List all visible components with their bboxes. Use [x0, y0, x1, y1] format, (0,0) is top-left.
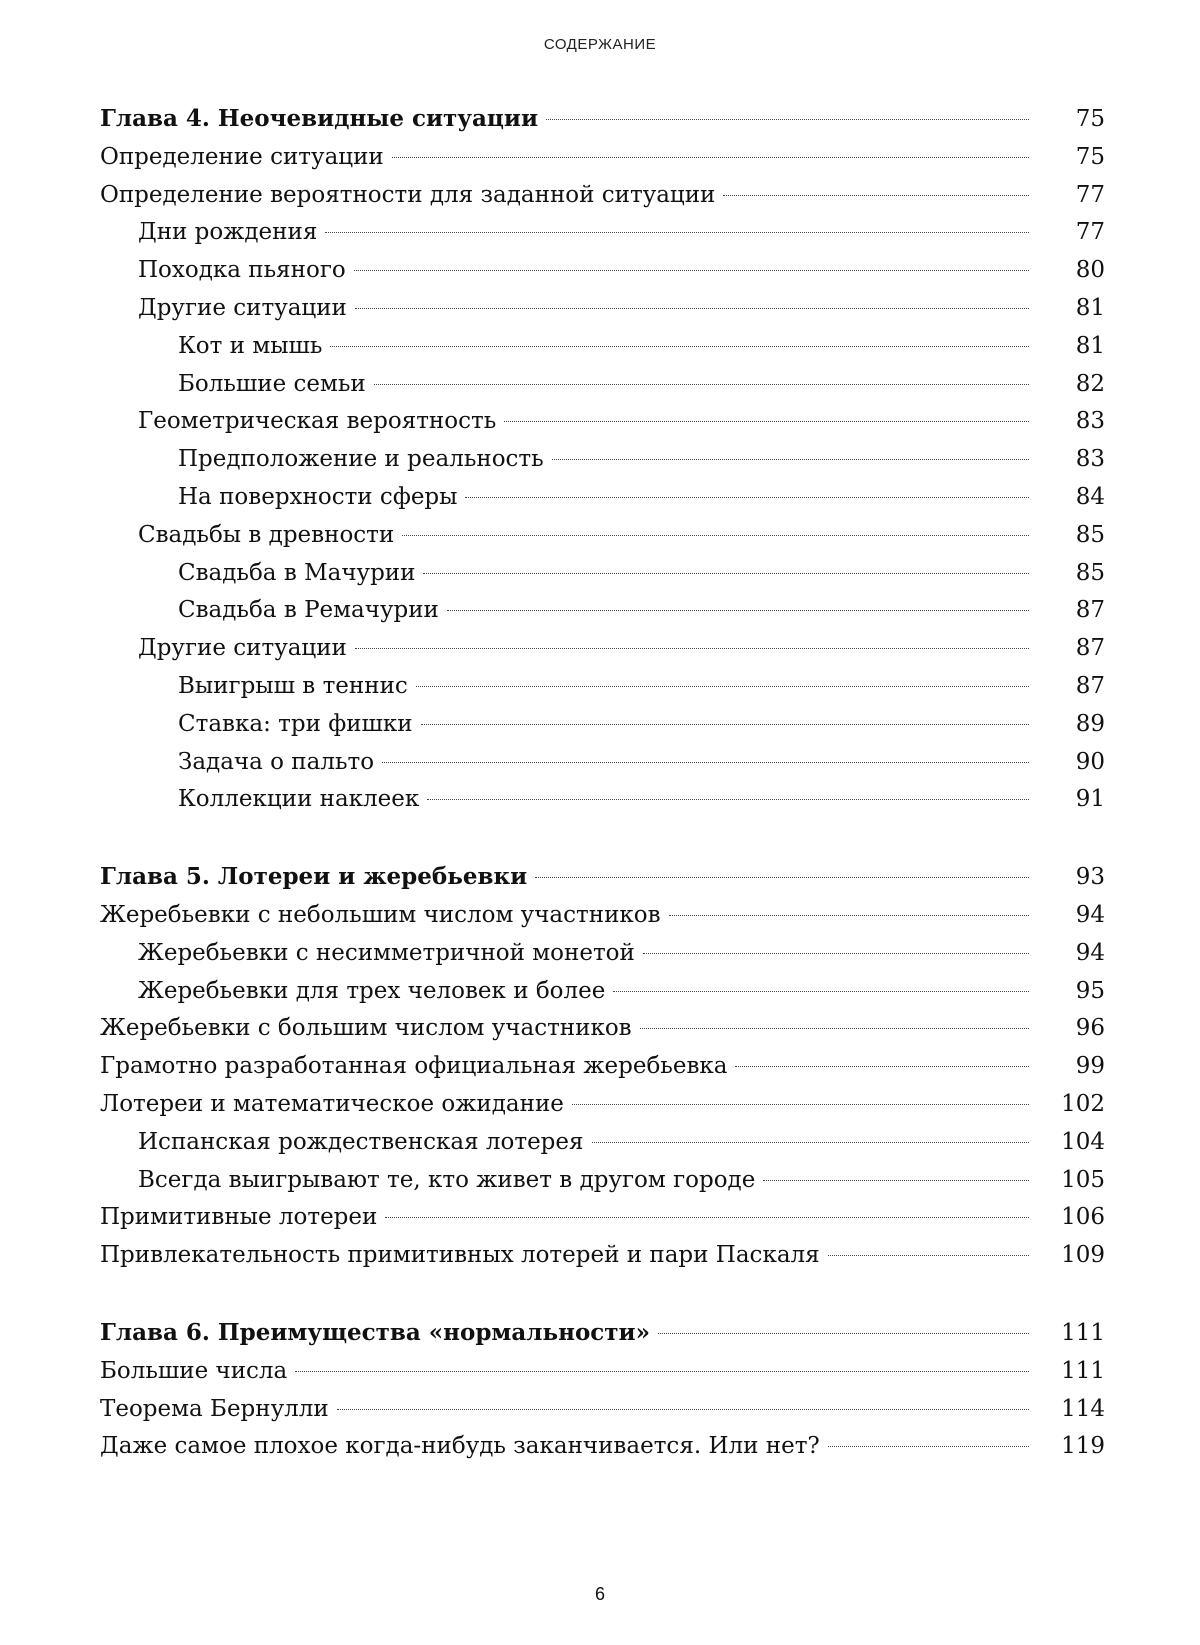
dot-leader — [535, 877, 1029, 878]
dot-leader — [392, 157, 1029, 158]
toc-entry — [100, 1013, 1105, 1043]
toc-entry — [100, 293, 1105, 323]
toc-entry-page: 111 — [1061, 1357, 1105, 1384]
dot-leader — [735, 1066, 1029, 1067]
toc-entry — [100, 444, 1105, 474]
toc-entry — [100, 900, 1105, 930]
toc-entry-page: 106 — [1061, 1204, 1105, 1231]
toc-entry — [100, 976, 1105, 1006]
toc-entry-title: Кот и мышь — [178, 332, 323, 359]
toc-entry-title: Предположение и реальность — [178, 446, 544, 473]
toc-entry-title: Походка пьяного — [138, 257, 346, 284]
toc-entry-page: 96 — [1075, 1015, 1105, 1042]
toc-entry-page: 89 — [1075, 710, 1105, 737]
toc-entry-page: 84 — [1075, 484, 1105, 510]
toc-entry-title: Определение ситуации — [100, 143, 384, 170]
page-number: 6 — [594, 1584, 605, 1604]
dot-leader — [447, 610, 1029, 611]
toc-entry-page: 104 — [1061, 1128, 1105, 1155]
toc-entry-page: 87 — [1075, 597, 1105, 624]
toc-entry — [100, 1127, 1105, 1157]
dot-leader — [374, 384, 1029, 385]
dot-leader — [640, 1028, 1029, 1029]
toc-entry-title: Жеребьевки с небольшим числом участников — [100, 902, 661, 928]
toc-entry — [100, 406, 1105, 436]
toc-entry — [100, 520, 1105, 550]
toc-entry-title: Ставка: три фишки — [178, 710, 413, 737]
toc-entry-page: 85 — [1075, 521, 1105, 548]
toc-chapter-entry — [100, 862, 1105, 892]
dot-leader — [828, 1446, 1029, 1447]
dot-leader — [592, 1142, 1029, 1143]
toc-entry-page: 109 — [1061, 1242, 1105, 1269]
dot-leader — [295, 1371, 1029, 1372]
toc-entry-page: 111 — [1061, 1320, 1105, 1346]
dot-leader — [613, 991, 1029, 992]
toc-entry — [100, 784, 1105, 814]
toc-entry-page: 102 — [1061, 1091, 1105, 1117]
dot-leader — [337, 1409, 1029, 1410]
toc-entry-title: Испанская рождественская лотерея — [138, 1128, 584, 1155]
toc-entry-title: Всегда выигрывают те, кто живет в другом городе — [138, 1166, 756, 1193]
toc-entry — [100, 369, 1105, 399]
toc-entry-title: Большие семьи — [178, 370, 366, 397]
toc-entry-title: Теорема Бернулли — [100, 1395, 329, 1422]
toc-entry — [100, 1165, 1105, 1195]
toc-entry — [100, 180, 1105, 210]
toc-entry-title: Большие числа — [100, 1357, 288, 1384]
dot-leader — [828, 1255, 1029, 1256]
dot-leader — [763, 1180, 1029, 1181]
dot-leader — [643, 953, 1029, 954]
toc-entry-page: 75 — [1075, 106, 1105, 132]
toc-entry-title: Даже самое плохое когда-нибудь заканчивается. Или нет? — [100, 1433, 820, 1460]
toc-entry-page: 81 — [1075, 332, 1105, 359]
toc-entry-title: Коллекции наклеек — [178, 786, 420, 813]
toc-entry — [100, 1394, 1105, 1424]
toc-entry-title: Жеребьевки с большим числом участников — [100, 1015, 632, 1042]
toc-entry-page: 83 — [1075, 446, 1105, 473]
toc-entry-title: Свадьба в Мачурии — [178, 559, 416, 586]
toc-entry-title: Другие ситуации — [138, 635, 347, 662]
toc-entry-title: Глава 5. Лотереи и жеребьевки — [100, 863, 528, 891]
dot-leader — [354, 270, 1029, 271]
toc-entry-title: Глава 6. Преимущества «нормальности» — [100, 1319, 650, 1346]
toc-entry-page: 91 — [1075, 786, 1105, 813]
toc-entry — [100, 1240, 1105, 1270]
toc-entry-title: Глава 4. Неочевидные ситуации — [100, 105, 539, 132]
dot-leader — [421, 724, 1029, 725]
toc-entry-title: Лотереи и математическое ожидание — [100, 1091, 564, 1117]
toc-entry-title: Жеребьевки с несимметричной монетой — [138, 939, 635, 966]
toc-entry-title: Другие ситуации — [138, 295, 347, 321]
toc-entry — [100, 595, 1105, 625]
dot-leader — [465, 497, 1029, 498]
toc-entry-title: Свадьбы в древности — [138, 521, 395, 548]
dot-leader — [546, 119, 1029, 120]
toc-entry — [100, 1051, 1105, 1081]
toc-entry-title: Определение вероятности для заданной ситуации — [100, 181, 716, 208]
toc-entry-title: Примитивные лотереи — [100, 1204, 378, 1231]
toc-entry-title: Выигрыш в теннис — [178, 673, 408, 699]
toc-entry-page: 87 — [1075, 635, 1105, 662]
dot-leader — [325, 232, 1029, 233]
toc-entry-page: 81 — [1075, 295, 1105, 321]
page-header: СОДЕРЖАНИЕ — [543, 36, 657, 53]
toc-entry-page: 83 — [1075, 408, 1105, 435]
toc-entry-title: Геометрическая вероятность — [138, 408, 497, 435]
toc-entry — [100, 938, 1105, 968]
toc-entry-page: 105 — [1061, 1166, 1105, 1193]
dot-leader — [423, 573, 1029, 574]
toc-entry — [100, 217, 1105, 247]
toc-entry — [100, 331, 1105, 361]
toc-entry-page: 75 — [1075, 143, 1105, 170]
toc-entry — [100, 709, 1105, 739]
toc-entry-page: 85 — [1075, 559, 1105, 586]
toc-entry-title: На поверхности сферы — [178, 484, 458, 510]
toc-chapter-entry — [100, 104, 1105, 134]
dot-leader — [669, 915, 1029, 916]
toc-entry-page: 82 — [1075, 370, 1105, 397]
dot-leader — [504, 421, 1029, 422]
dot-leader — [355, 308, 1029, 309]
toc-chapter-entry — [100, 1318, 1105, 1348]
dot-leader — [402, 535, 1029, 536]
dot-leader — [427, 799, 1029, 800]
toc-entry-page: 80 — [1075, 257, 1105, 284]
toc-entry-page: 93 — [1075, 864, 1105, 891]
dot-leader — [572, 1104, 1029, 1105]
toc-entry — [100, 1089, 1105, 1119]
toc-entry-page: 114 — [1061, 1395, 1105, 1422]
toc-entry-page: 99 — [1075, 1053, 1105, 1080]
toc-entry-title: Привлекательность примитивных лотерей и пари Паскаля — [100, 1242, 820, 1269]
toc-entry-title: Дни рождения — [138, 219, 318, 246]
toc-entry — [100, 671, 1105, 701]
toc-entry — [100, 558, 1105, 588]
toc-entry-title: Задача о пальто — [178, 748, 375, 775]
toc-entry-page: 77 — [1075, 219, 1105, 246]
dot-leader — [330, 346, 1029, 347]
toc-entry — [100, 482, 1105, 512]
toc-entry — [100, 633, 1105, 663]
toc-entry — [100, 142, 1105, 172]
toc-entry-page: 119 — [1061, 1433, 1105, 1460]
dot-leader — [723, 195, 1029, 196]
toc-entry — [100, 1202, 1105, 1232]
dot-leader — [658, 1333, 1029, 1334]
toc-entry-title: Свадьба в Ремачурии — [178, 597, 439, 624]
toc-entry-page: 90 — [1075, 748, 1105, 775]
toc-entry — [100, 747, 1105, 777]
toc-entry-page: 94 — [1075, 939, 1105, 966]
dot-leader — [552, 459, 1029, 460]
toc-entry — [100, 255, 1105, 285]
dot-leader — [385, 1217, 1029, 1218]
toc-entry-page: 87 — [1075, 673, 1105, 699]
toc-entry-page: 94 — [1075, 902, 1105, 928]
toc-entry-title: Грамотно разработанная официальная жеребьевка — [100, 1053, 728, 1080]
dot-leader — [355, 648, 1029, 649]
dot-leader — [382, 762, 1029, 763]
toc-entry — [100, 1356, 1105, 1386]
toc-entry — [100, 1431, 1105, 1461]
toc-entry-title: Жеребьевки для трех человек и более — [138, 977, 606, 1004]
dot-leader — [416, 686, 1029, 687]
toc-entry-page: 95 — [1075, 977, 1105, 1004]
toc-entry-page: 77 — [1075, 181, 1105, 208]
